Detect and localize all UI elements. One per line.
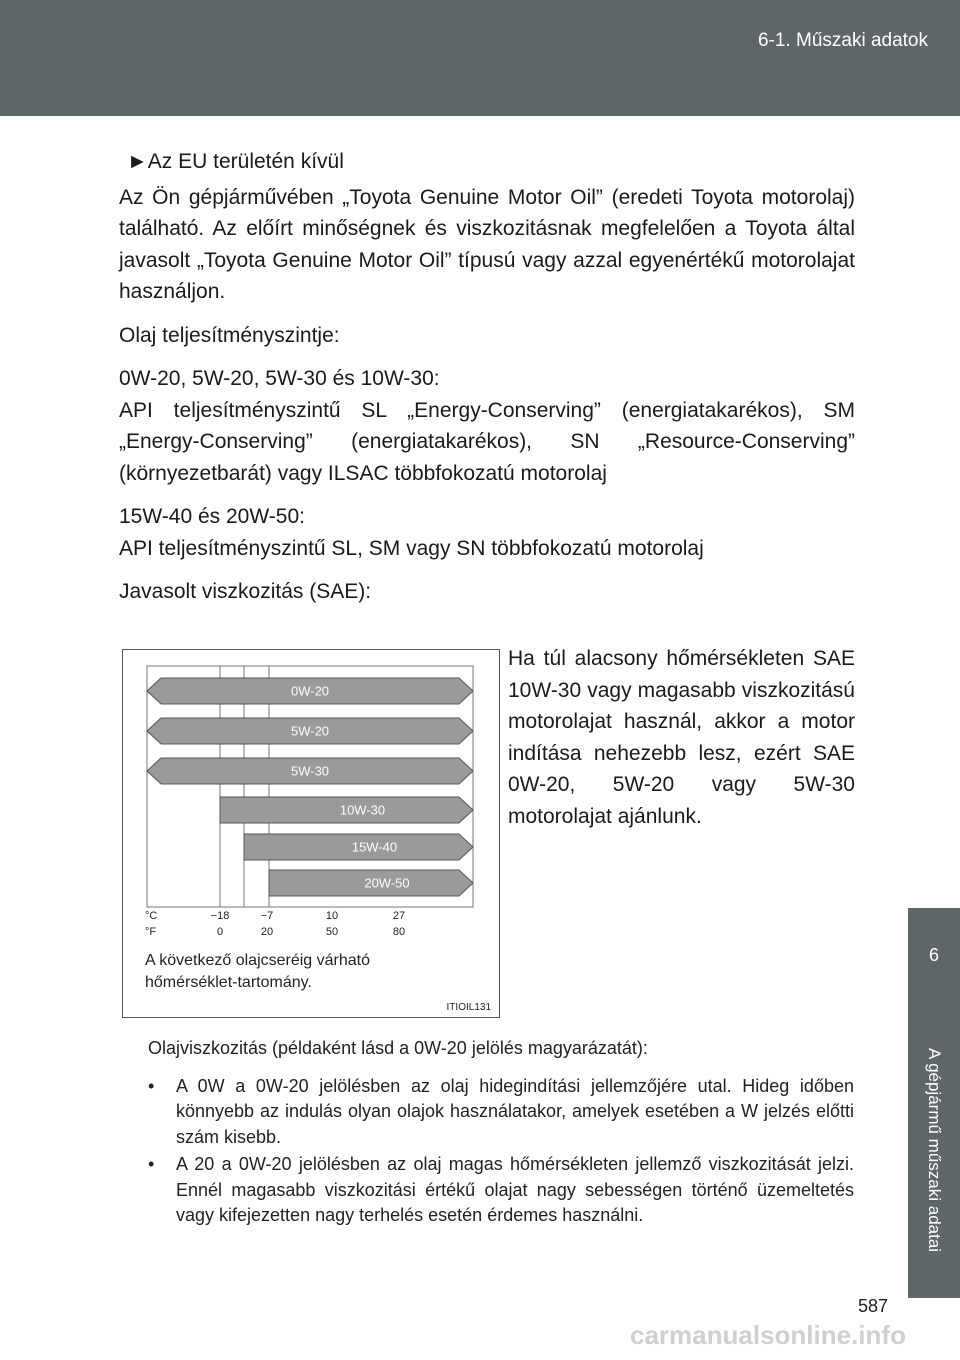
f-tick: 50 xyxy=(325,926,339,938)
band-label: 20W-50 xyxy=(364,875,410,891)
axis-f-label: °F xyxy=(145,926,157,938)
c-tick: 27 xyxy=(392,910,406,922)
figure-caption-line1: A következő olajcseréig várható xyxy=(145,952,371,969)
figure-caption-line2: hőmérséklet-tartomány. xyxy=(145,974,312,991)
group1-spec: API teljesítményszintű SL „Energy-Conserving” (energiatakarékos), SM „Energy-Conserving” (energiatakarékos), SN „Resource-Conserving” (környezetbarát) vagy ILSAC többfokozatú motorolaj xyxy=(119,398,855,485)
band-label: 10W-30 xyxy=(339,802,386,818)
figure-side-text: Ha túl alacsony hőmérsékleten SAE 10W-30 vagy magasabb viszkozitású motorolajat használ, akkor a motor indítása nehezebb lesz, ezért SAE 0W-20, 5W-20 vagy 5W-30 motorolajat ajánlunk. xyxy=(508,647,855,828)
figure-code: ITIOIL131 xyxy=(446,1002,491,1013)
band-label: 5W-20 xyxy=(290,723,330,739)
c-tick: −7 xyxy=(260,910,274,922)
main-content xyxy=(119,146,855,608)
band-label: 0W-20 xyxy=(290,683,330,699)
c-tick: −18 xyxy=(210,910,230,922)
chapter-number-tab[interactable]: 6 xyxy=(908,908,960,1002)
viscosity-chart xyxy=(122,649,500,1018)
viscosity-notes xyxy=(148,1036,854,1231)
intro-paragraph: Az Ön gépjárművében „Toyota Genuine Motor Oil” (eredeti Toyota motorolaj) található. Az előírt minőségnek és viszkozitásnak megfelelően a Toyota által javasolt „Toyota Genuine Motor Oil” típusú vagy azzal egyenértékű motorolajat használjon. xyxy=(119,185,855,303)
page-number: 587 xyxy=(858,1296,889,1316)
band-label: 5W-30 xyxy=(290,763,330,779)
region-heading: ►Az EU területén kívül xyxy=(127,150,344,173)
group2-spec: API teljesítményszintű SL, SM vagy SN többfokozatú motorolaj xyxy=(119,536,704,560)
band-label: 15W-40 xyxy=(351,839,398,855)
f-tick: 0 xyxy=(216,926,224,938)
f-tick: 80 xyxy=(392,926,406,938)
axis-c-label: °C xyxy=(145,910,158,922)
oil-level-label: Olaj teljesítményszintje: xyxy=(119,323,340,347)
notes-intro: Olajviszkozitás (példaként lásd a 0W-20 jelölés magyarázatát): xyxy=(148,1038,648,1058)
f-tick: 20 xyxy=(260,926,274,938)
watermark: carmanualsonline.info xyxy=(630,1320,906,1350)
group1-grades: 0W-20, 5W-20, 5W-30 és 10W-30: xyxy=(119,367,440,390)
bullet-dot: • xyxy=(148,1154,155,1174)
viscosity-label: Javasolt viszkozitás (SAE): xyxy=(119,580,372,603)
bullet-dot: • xyxy=(148,1075,155,1096)
note-item: • A 20 a 0W-20 jelölésben az olaj magas hőmérsékleten jellemző viszkozitását jelzi. Ennél magasabb viszkozitási értékű olajat nagy sebességen történő üzemeltetés vagy kifejezetten nagy terhelés esetén érdemes használni. xyxy=(148,1154,854,1225)
chapter-tab[interactable] xyxy=(908,1002,960,1298)
section-title: 6-1. Műszaki adatok xyxy=(757,30,928,51)
note-item: • A 0W a 0W-20 jelölésben az olaj hidegindítási jellemzőjére utal. Hideg időben könnyebb az indulás olyan olajok használatakor, amelyek esetében a W jelzés előtti szám kisebb. xyxy=(148,1075,854,1147)
c-tick: 10 xyxy=(325,910,339,922)
chapter-tab-label: A gépjármű műszaki adatai xyxy=(925,1047,944,1253)
page-header xyxy=(0,0,960,116)
group2-grades: 15W-40 és 20W-50: xyxy=(119,505,305,528)
